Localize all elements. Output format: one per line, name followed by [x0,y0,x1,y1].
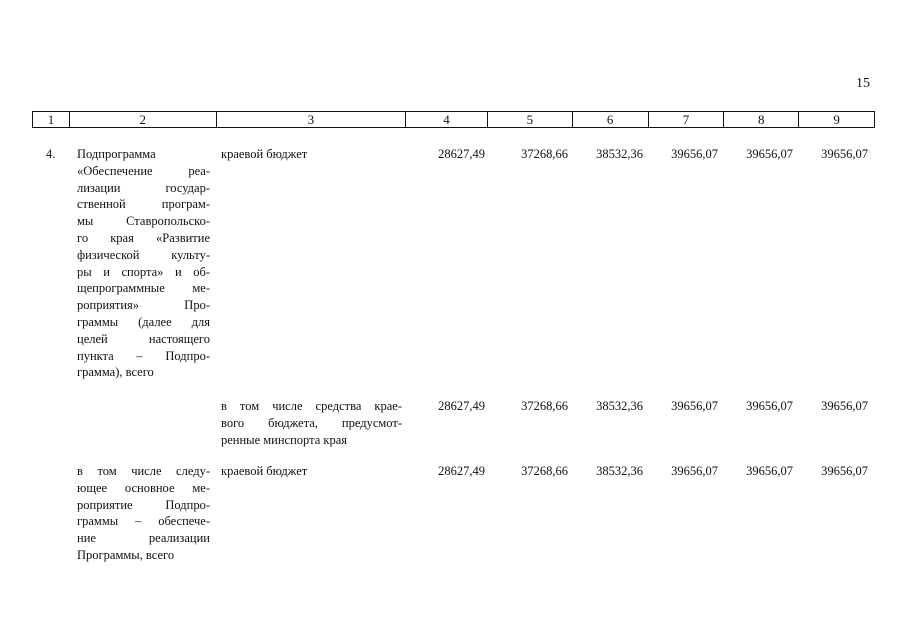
page-number: 15 [856,76,870,91]
row1-value-6: 38532,36 [596,147,643,161]
row3-value-5: 37268,66 [521,464,568,478]
row3-value-9: 39656,07 [821,464,868,478]
row3-name-line: Программы, всего [77,547,175,562]
row3-name-line: ющее основное ме- [77,480,210,495]
row2-value-8: 39656,07 [746,399,793,413]
row2-source-line: ренные минспорта края [221,432,348,447]
header-cell-9: 9 [833,112,840,127]
header-cell-5: 5 [488,112,573,127]
row1-name [77,146,210,381]
row1-name-line: ры и спорта» и об- [77,264,210,279]
row1-value-7: 39656,07 [671,147,718,161]
row1-value-9: 39656,07 [821,147,868,161]
row1-value-8: 39656,07 [746,147,793,161]
row2-value-5: 37268,66 [521,399,568,413]
row3-source: краевой бюджет [221,464,308,478]
row2-source-line: вого бюджета, предусмот- [221,415,402,430]
row1-name-line: граммы (далее для [77,314,210,329]
row2-value-9: 39656,07 [821,399,868,413]
row1-name-line: мы Ставропольско- [77,214,210,229]
row3-name-line: граммы – обеспече- [77,514,210,529]
row3-value-8: 39656,07 [746,464,793,478]
row2-value-6: 38532,36 [596,399,643,413]
table-header-row [32,111,875,128]
row1-name-line: го края «Развитие [77,230,210,245]
row1-name-line: целей настоящего [77,331,210,346]
header-cell-6: 6 [573,112,649,127]
row3-name-line: роприятие Подпро- [77,497,210,512]
row2-value-4: 28627,49 [438,399,485,413]
row3-value-4: 28627,49 [438,464,485,478]
row3-name-line: в том числе следу- [77,464,210,478]
row1-name-line: грамма), всего [77,365,154,380]
row2-source [221,398,402,448]
row1-name-line: пункта – Подпро- [77,348,210,363]
header-cell-8: 8 [724,112,799,127]
header-cell-2: 2 [70,112,217,127]
row1-value-5: 37268,66 [521,147,568,161]
row1-name-line: Подпрограмма [77,147,156,161]
row1-index: 4. [46,147,56,161]
row3-name [77,463,210,564]
row3-name-line: ние реализации [77,531,210,546]
row1-name-line: «Обеспечение реа- [77,163,210,178]
row3-value-6: 38532,36 [596,464,643,478]
header-cell-3: 3 [217,112,407,127]
row3-value-7: 39656,07 [671,464,718,478]
header-cell-1: 1 [33,112,70,127]
row1-name-line: физической культу- [77,247,210,262]
row1-name-line: ственной програм- [77,197,210,212]
header-cell-4: 4 [406,112,488,127]
row1-value-4: 28627,49 [438,147,485,161]
row2-source-line: в том числе средства крае- [221,399,402,413]
row2-value-7: 39656,07 [671,399,718,413]
row1-name-line: лизации государ- [77,180,210,195]
row1-name-line: роприятия» Про- [77,298,210,313]
header-cell-7: 7 [649,112,725,127]
row1-name-line: щепрограммные ме- [77,281,210,296]
row1-source: краевой бюджет [221,147,308,161]
